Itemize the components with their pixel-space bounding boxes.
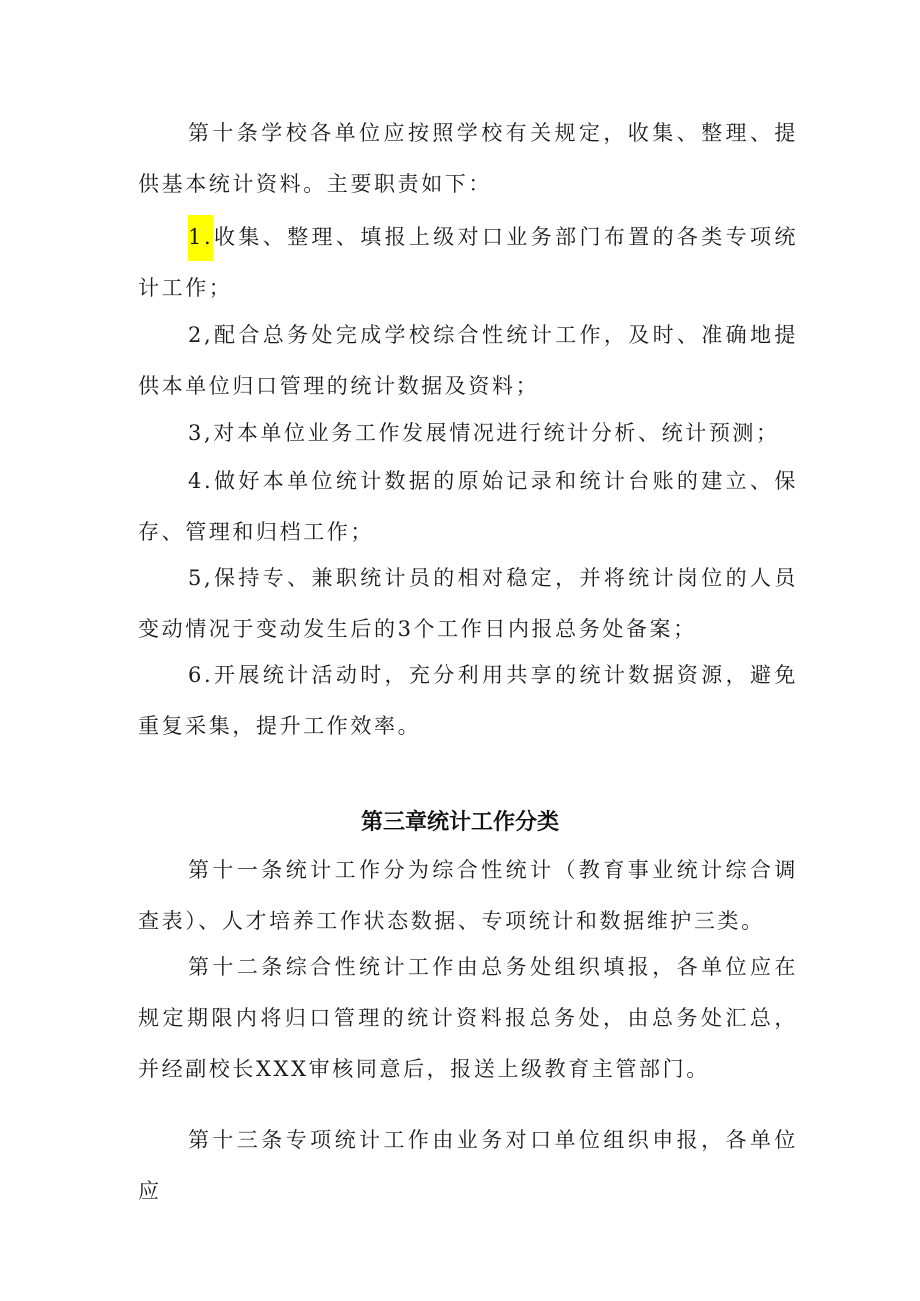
duty-item-3-paragraph: 3,对本单位业务工作发展情况进行统计分析、统计预测；	[188, 421, 780, 445]
duty-item-1-paragraph	[138, 212, 798, 314]
duty-item-1-text: 收集、整理、填报上级对口业务部门布置的各类专项统计工作；	[138, 225, 798, 300]
duty-item-2-paragraph: 2,配合总务处完成学校综合性统计工作，及时、准确地提供本单位归口管理的统计数据及资料；	[138, 323, 798, 398]
article-13-paragraph: 第十三条专项统计工作由业务对口单位组织申报，各单位应	[138, 1128, 798, 1203]
article-11-paragraph: 第十一条统计工作分为综合性统计（教育事业统计综合调查表）、人才培养工作状态数据、专项统计和数据维护三类。	[138, 858, 798, 933]
article-12-paragraph: 第十二条综合性统计工作由总务处组织填报，各单位应在规定期限内将归口管理的统计资料报总务处，由总务处汇总，并经副校长XXX审核同意后，报送上级教育主管部门。	[138, 955, 798, 1081]
highlighted-item-number: 1.	[188, 215, 213, 261]
article-10-paragraph: 第十条学校各单位应按照学校有关规定，收集、整理、提供基本统计资料。主要职责如下：	[138, 121, 798, 196]
duty-item-4-paragraph: 4.做好本单位统计数据的原始记录和统计台账的建立、保存、管理和归档工作；	[138, 469, 798, 544]
duty-item-5-paragraph: 5,保持专、兼职统计员的相对稳定，并将统计岗位的人员变动情况于变动发生后的3个工作日内报总务处备案；	[138, 566, 798, 641]
duty-item-6-paragraph: 6.开展统计活动时，充分利用共享的统计数据资源，避免重复采集，提升工作效率。	[138, 663, 798, 738]
chapter-3-heading: 第三章统计工作分类	[360, 810, 559, 835]
